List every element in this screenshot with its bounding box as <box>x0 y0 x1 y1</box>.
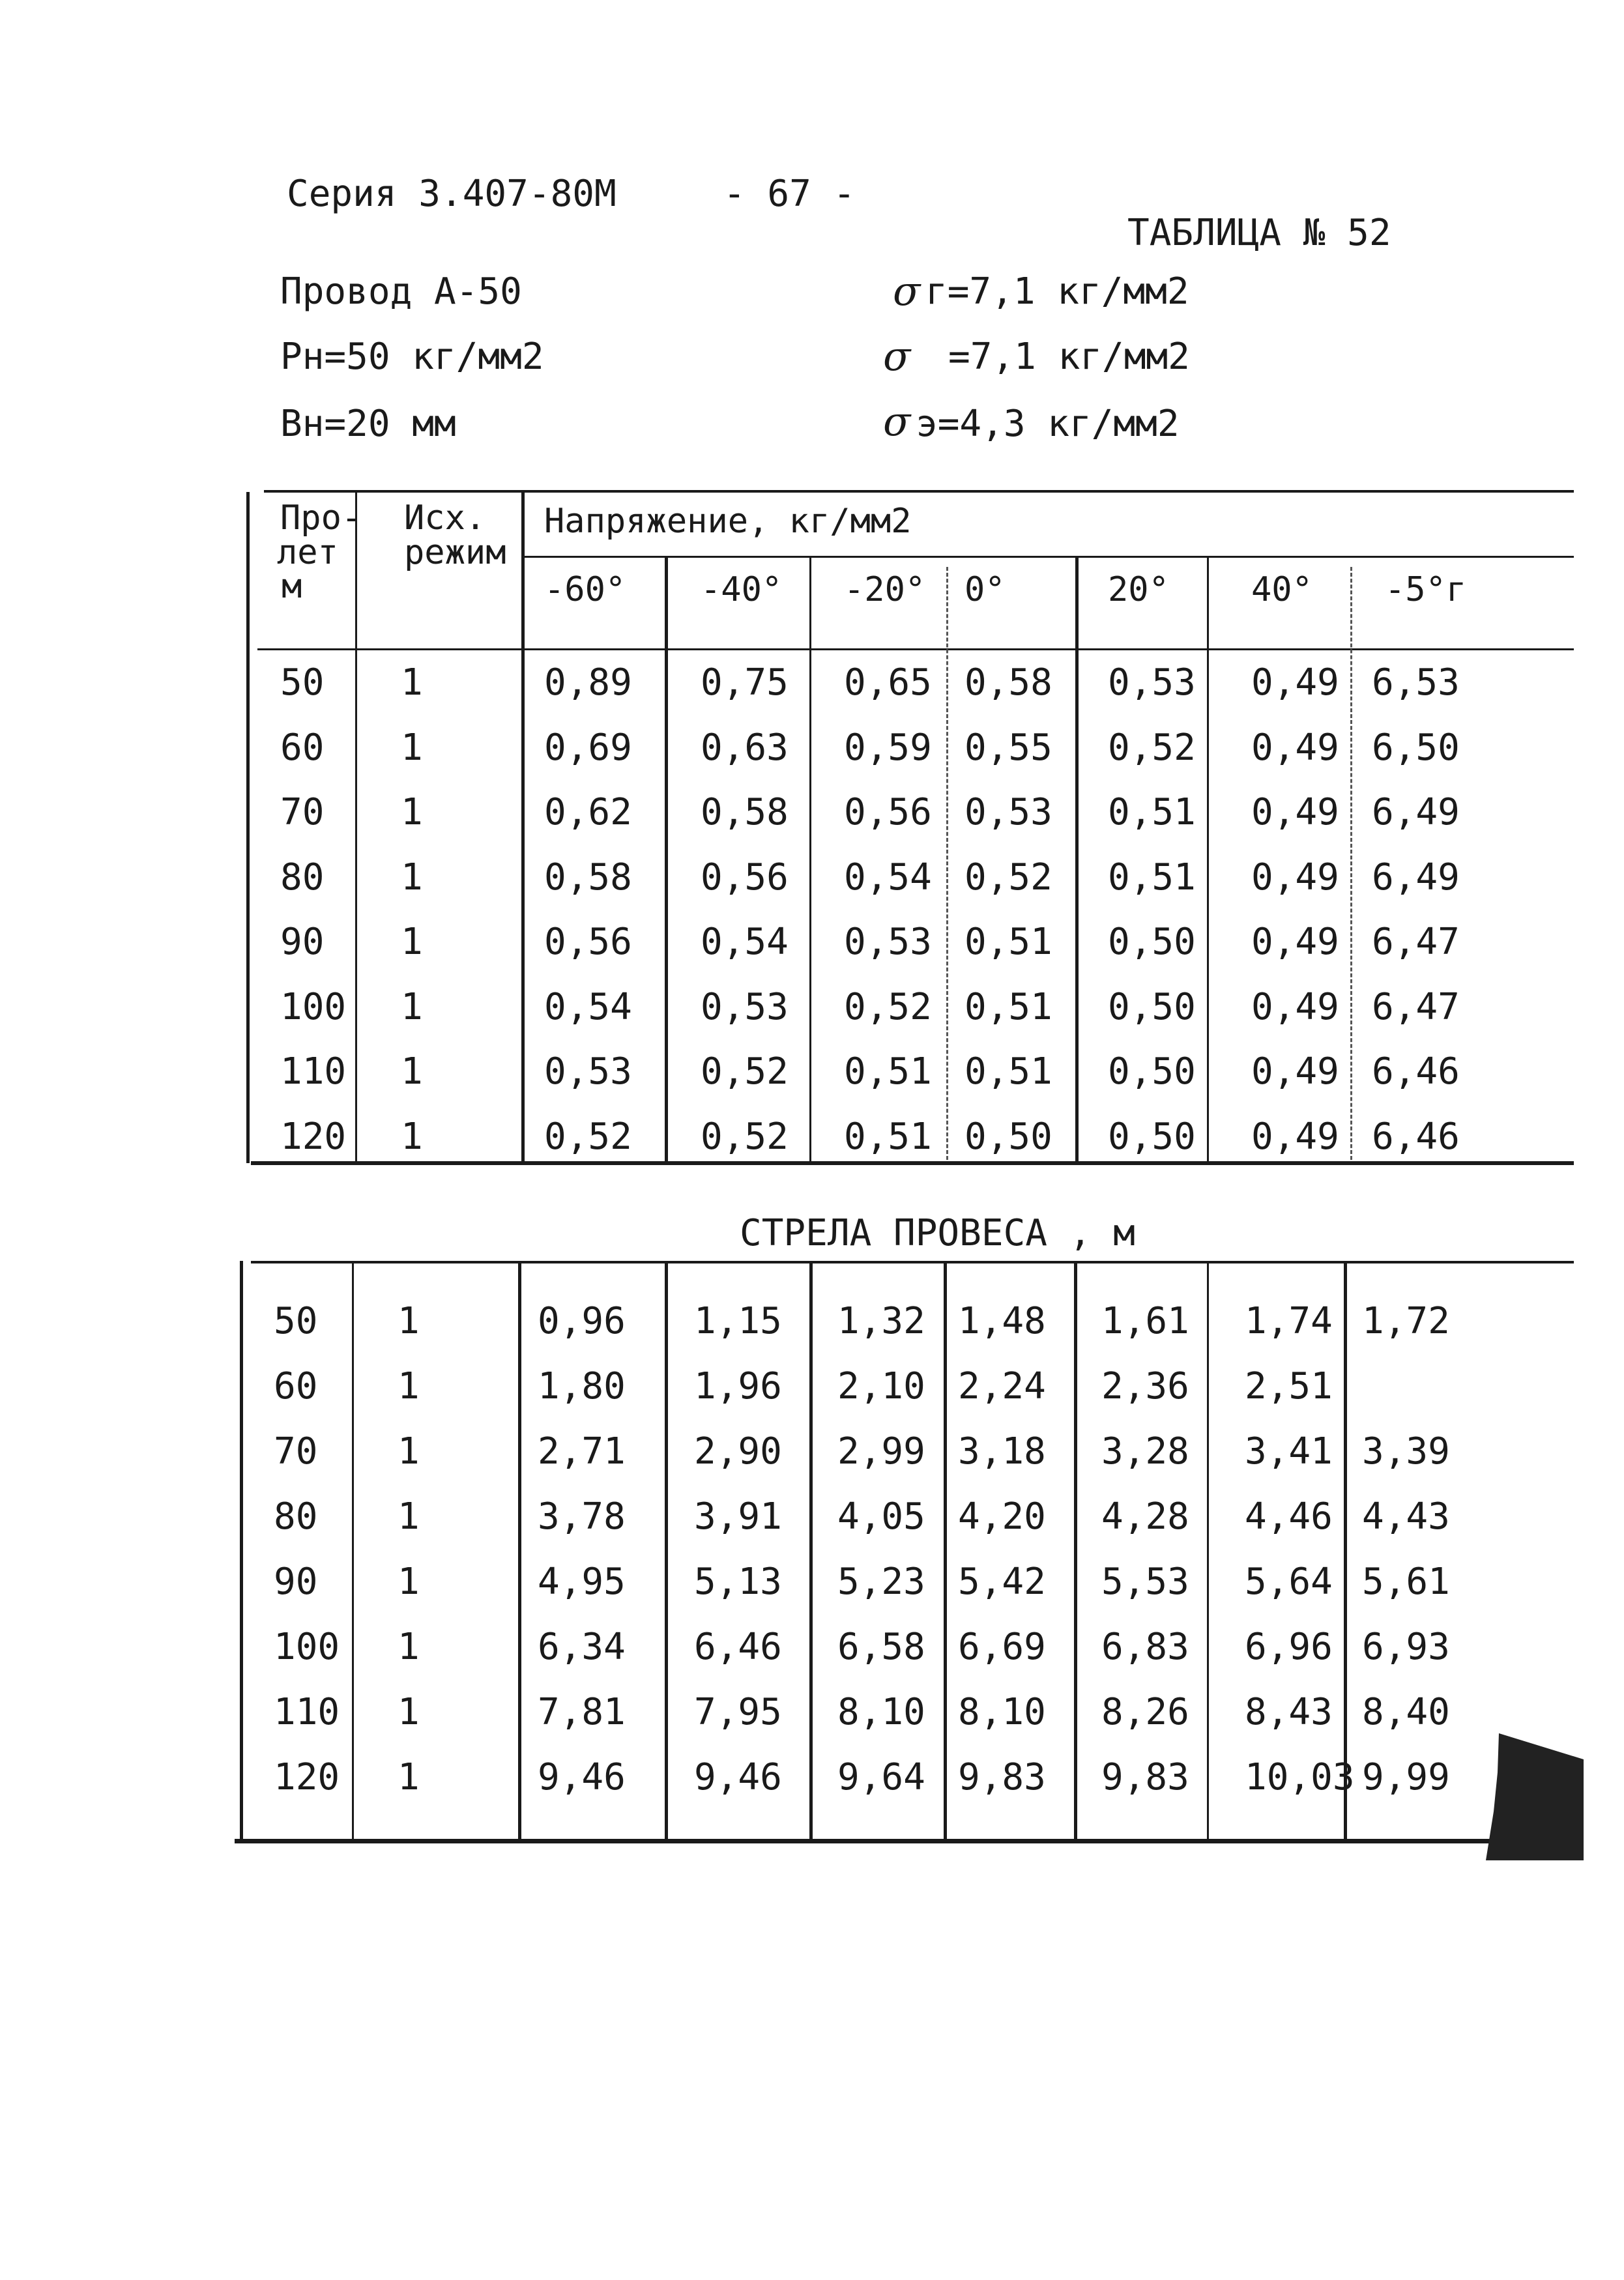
cell-value: 0,59 <box>844 726 932 769</box>
cell-value: 1,80 <box>538 1365 626 1407</box>
cell-value: 2,10 <box>837 1365 925 1407</box>
cell-value: 5,53 <box>1101 1561 1189 1603</box>
temp-header: -5°г <box>1385 570 1467 609</box>
sigma-e: э=4,3 кг/мм2 <box>916 403 1180 445</box>
cell-value: 0,62 <box>544 791 632 833</box>
cell-span: 100 <box>274 1626 340 1668</box>
cell-value: 1,96 <box>694 1365 782 1407</box>
cell-value: 9,64 <box>837 1756 925 1798</box>
cell-value: 0,50 <box>1108 985 1196 1028</box>
cell-value: 0,52 <box>1108 726 1196 769</box>
cell-mode: 1 <box>398 1495 420 1538</box>
cell-value: 2,36 <box>1101 1365 1189 1407</box>
temp-header: 0° <box>964 570 1006 609</box>
stress-group-header: Напряжение, кг/мм2 <box>544 502 912 541</box>
cell-value: 4,28 <box>1101 1495 1189 1538</box>
cell-value: 0,49 <box>1251 791 1339 833</box>
cell-value: 3,41 <box>1245 1430 1333 1473</box>
col-span-header-line2: лет <box>277 533 338 572</box>
cell-value: 0,51 <box>964 921 1052 963</box>
cell-value: 0,56 <box>544 921 632 963</box>
cell-value: 6,58 <box>837 1626 925 1668</box>
cell-value: 0,50 <box>1108 921 1196 963</box>
cell-value: 6,47 <box>1372 921 1460 963</box>
cell-span: 120 <box>280 1115 347 1158</box>
cell-mode: 1 <box>401 1050 423 1093</box>
cell-value: 0,51 <box>964 1050 1052 1093</box>
cell-span: 50 <box>274 1300 318 1342</box>
cell-value: 8,40 <box>1362 1691 1450 1733</box>
cell-value: 2,90 <box>694 1430 782 1473</box>
cell-mode: 1 <box>398 1626 420 1668</box>
temp-header: -20° <box>844 570 926 609</box>
cell-mode: 1 <box>398 1300 420 1342</box>
cell-value: 0,50 <box>1108 1050 1196 1093</box>
cell-span: 70 <box>280 791 325 833</box>
cell-value: 0,50 <box>964 1115 1052 1158</box>
cell-value: 3,91 <box>694 1495 782 1538</box>
cell-value: 0,49 <box>1251 985 1339 1028</box>
cell-value: 1,72 <box>1362 1300 1450 1342</box>
cell-value: 0,51 <box>1108 791 1196 833</box>
cell-value: 0,58 <box>964 661 1052 704</box>
wire-type: Провод А-50 <box>280 270 522 313</box>
cell-value: 0,53 <box>1108 661 1196 704</box>
cell-value: 4,46 <box>1245 1495 1333 1538</box>
cell-value: 6,69 <box>958 1626 1046 1668</box>
temp-header: -60° <box>544 570 626 609</box>
cell-mode: 1 <box>401 985 423 1028</box>
cell-value: 0,49 <box>1251 856 1339 899</box>
cell-span: 110 <box>280 1050 347 1093</box>
cell-mode: 1 <box>401 856 423 899</box>
cell-value: 5,64 <box>1245 1561 1333 1603</box>
sigma-minus: =7,1 кг/мм2 <box>948 336 1190 378</box>
cell-value: 0,56 <box>701 856 789 899</box>
cell-span: 60 <box>274 1365 318 1407</box>
cell-value: 10,03 <box>1245 1756 1355 1798</box>
cell-value: 0,51 <box>964 985 1052 1028</box>
sigma-symbol-icon: σ <box>883 397 911 445</box>
cell-value: 0,52 <box>964 856 1052 899</box>
cell-value: 1,61 <box>1101 1300 1189 1342</box>
cell-span: 70 <box>274 1430 318 1473</box>
cell-value: 0,52 <box>701 1050 789 1093</box>
cell-value: 0,69 <box>544 726 632 769</box>
cell-span: 90 <box>280 921 325 963</box>
series-label: Серия 3.407-80М <box>287 173 616 215</box>
cell-value: 8,10 <box>958 1691 1046 1733</box>
cell-value: 0,52 <box>544 1115 632 1158</box>
col-span-header-line3: м <box>282 567 302 606</box>
cell-value: 0,49 <box>1251 726 1339 769</box>
col-span-header-line1: Про- <box>280 498 362 538</box>
cell-span: 60 <box>280 726 325 769</box>
cell-span: 120 <box>274 1756 340 1798</box>
cell-value: 6,49 <box>1372 791 1460 833</box>
cell-value: 6,50 <box>1372 726 1460 769</box>
cell-value: 0,56 <box>844 791 932 833</box>
cell-value: 0,52 <box>844 985 932 1028</box>
cell-value: 0,49 <box>1251 661 1339 704</box>
cell-value: 9,83 <box>958 1756 1046 1798</box>
cell-value: 0,52 <box>701 1115 789 1158</box>
cell-value: 2,51 <box>1245 1365 1333 1407</box>
cell-value: 0,53 <box>964 791 1052 833</box>
cell-value: 0,63 <box>701 726 789 769</box>
cell-value: 6,34 <box>538 1626 626 1668</box>
cell-mode: 1 <box>398 1756 420 1798</box>
cell-span: 110 <box>274 1691 340 1733</box>
cell-mode: 1 <box>398 1691 420 1733</box>
cell-value: 0,51 <box>844 1050 932 1093</box>
cell-mode: 1 <box>401 1115 423 1158</box>
cell-value: 6,53 <box>1372 661 1460 704</box>
param-pn: Рн=50 кг/мм2 <box>280 336 544 378</box>
cell-value: 2,24 <box>958 1365 1046 1407</box>
temp-header: 20° <box>1108 570 1169 609</box>
cell-value: 4,95 <box>538 1561 626 1603</box>
cell-value: 6,47 <box>1372 985 1460 1028</box>
cell-value: 0,58 <box>701 791 789 833</box>
col-mode-header-line1: Исх. <box>404 498 486 538</box>
cell-value: 0,49 <box>1251 921 1339 963</box>
cell-value: 3,39 <box>1362 1430 1450 1473</box>
cell-value: 0,65 <box>844 661 932 704</box>
cell-value: 0,58 <box>544 856 632 899</box>
cell-value: 9,46 <box>538 1756 626 1798</box>
cell-value: 4,05 <box>837 1495 925 1538</box>
cell-value: 0,89 <box>544 661 632 704</box>
cell-value: 0,53 <box>544 1050 632 1093</box>
cell-value: 3,28 <box>1101 1430 1189 1473</box>
cell-value: 0,49 <box>1251 1115 1339 1158</box>
cell-value: 1,48 <box>958 1300 1046 1342</box>
cell-span: 90 <box>274 1561 318 1603</box>
cell-value: 0,51 <box>1108 856 1196 899</box>
cell-value: 9,46 <box>694 1756 782 1798</box>
cell-value: 4,43 <box>1362 1495 1450 1538</box>
cell-value: 6,96 <box>1245 1626 1333 1668</box>
cell-value: 4,20 <box>958 1495 1046 1538</box>
cell-mode: 1 <box>401 726 423 769</box>
cell-value: 2,99 <box>837 1430 925 1473</box>
cell-value: 0,54 <box>544 985 632 1028</box>
cell-value: 3,18 <box>958 1430 1046 1473</box>
cell-value: 5,42 <box>958 1561 1046 1603</box>
cell-value: 8,10 <box>837 1691 925 1733</box>
cell-value: 1,74 <box>1245 1300 1333 1342</box>
cell-value: 6,46 <box>1372 1050 1460 1093</box>
cell-value: 6,46 <box>1372 1115 1460 1158</box>
cell-value: 0,55 <box>964 726 1052 769</box>
cell-value: 9,83 <box>1101 1756 1189 1798</box>
page-number: - 67 - <box>723 173 856 215</box>
cell-span: 80 <box>280 856 325 899</box>
cell-value: 5,61 <box>1362 1561 1450 1603</box>
cell-value: 2,71 <box>538 1430 626 1473</box>
cell-mode: 1 <box>398 1561 420 1603</box>
cell-value: 0,51 <box>844 1115 932 1158</box>
cell-value: 7,95 <box>694 1691 782 1733</box>
cell-value: 6,83 <box>1101 1626 1189 1668</box>
cell-span: 80 <box>274 1495 318 1538</box>
cell-mode: 1 <box>398 1365 420 1407</box>
cell-value: 9,99 <box>1362 1756 1450 1798</box>
cell-value: 0,54 <box>701 921 789 963</box>
cell-value: 0,54 <box>844 856 932 899</box>
cell-value: 5,13 <box>694 1561 782 1603</box>
cell-value: 1,15 <box>694 1300 782 1342</box>
table-title: ТАБЛИЦА № 52 <box>1127 212 1391 254</box>
cell-value: 3,78 <box>538 1495 626 1538</box>
sigma-symbol-icon: σ <box>893 267 921 315</box>
param-bn: Вн=20 мм <box>280 403 456 445</box>
sigma-symbol-icon: σ <box>883 332 911 380</box>
cell-value: 1,32 <box>837 1300 925 1342</box>
cell-value: 6,49 <box>1372 856 1460 899</box>
cell-span: 100 <box>280 985 347 1028</box>
cell-value: 6,93 <box>1362 1626 1450 1668</box>
cell-value: 5,23 <box>837 1561 925 1603</box>
cell-value: 0,53 <box>844 921 932 963</box>
ink-blot-icon <box>1486 1733 1584 1860</box>
cell-value: 0,50 <box>1108 1115 1196 1158</box>
cell-mode: 1 <box>401 661 423 704</box>
cell-mode: 1 <box>401 921 423 963</box>
cell-value: 0,75 <box>701 661 789 704</box>
temp-header: -40° <box>701 570 783 609</box>
cell-value: 8,26 <box>1101 1691 1189 1733</box>
temp-header: 40° <box>1251 570 1312 609</box>
col-mode-header-line2: режим <box>404 533 506 572</box>
cell-mode: 1 <box>398 1430 420 1473</box>
cell-value: 8,43 <box>1245 1691 1333 1733</box>
cell-mode: 1 <box>401 791 423 833</box>
cell-span: 50 <box>280 661 325 704</box>
cell-value: 7,81 <box>538 1691 626 1733</box>
sag-table-title: СТРЕЛА ПРОВЕСА , м <box>740 1212 1135 1254</box>
cell-value: 0,96 <box>538 1300 626 1342</box>
sigma-g: г=7,1 кг/мм2 <box>925 270 1189 313</box>
cell-value: 6,46 <box>694 1626 782 1668</box>
cell-value: 0,53 <box>701 985 789 1028</box>
cell-value: 0,49 <box>1251 1050 1339 1093</box>
